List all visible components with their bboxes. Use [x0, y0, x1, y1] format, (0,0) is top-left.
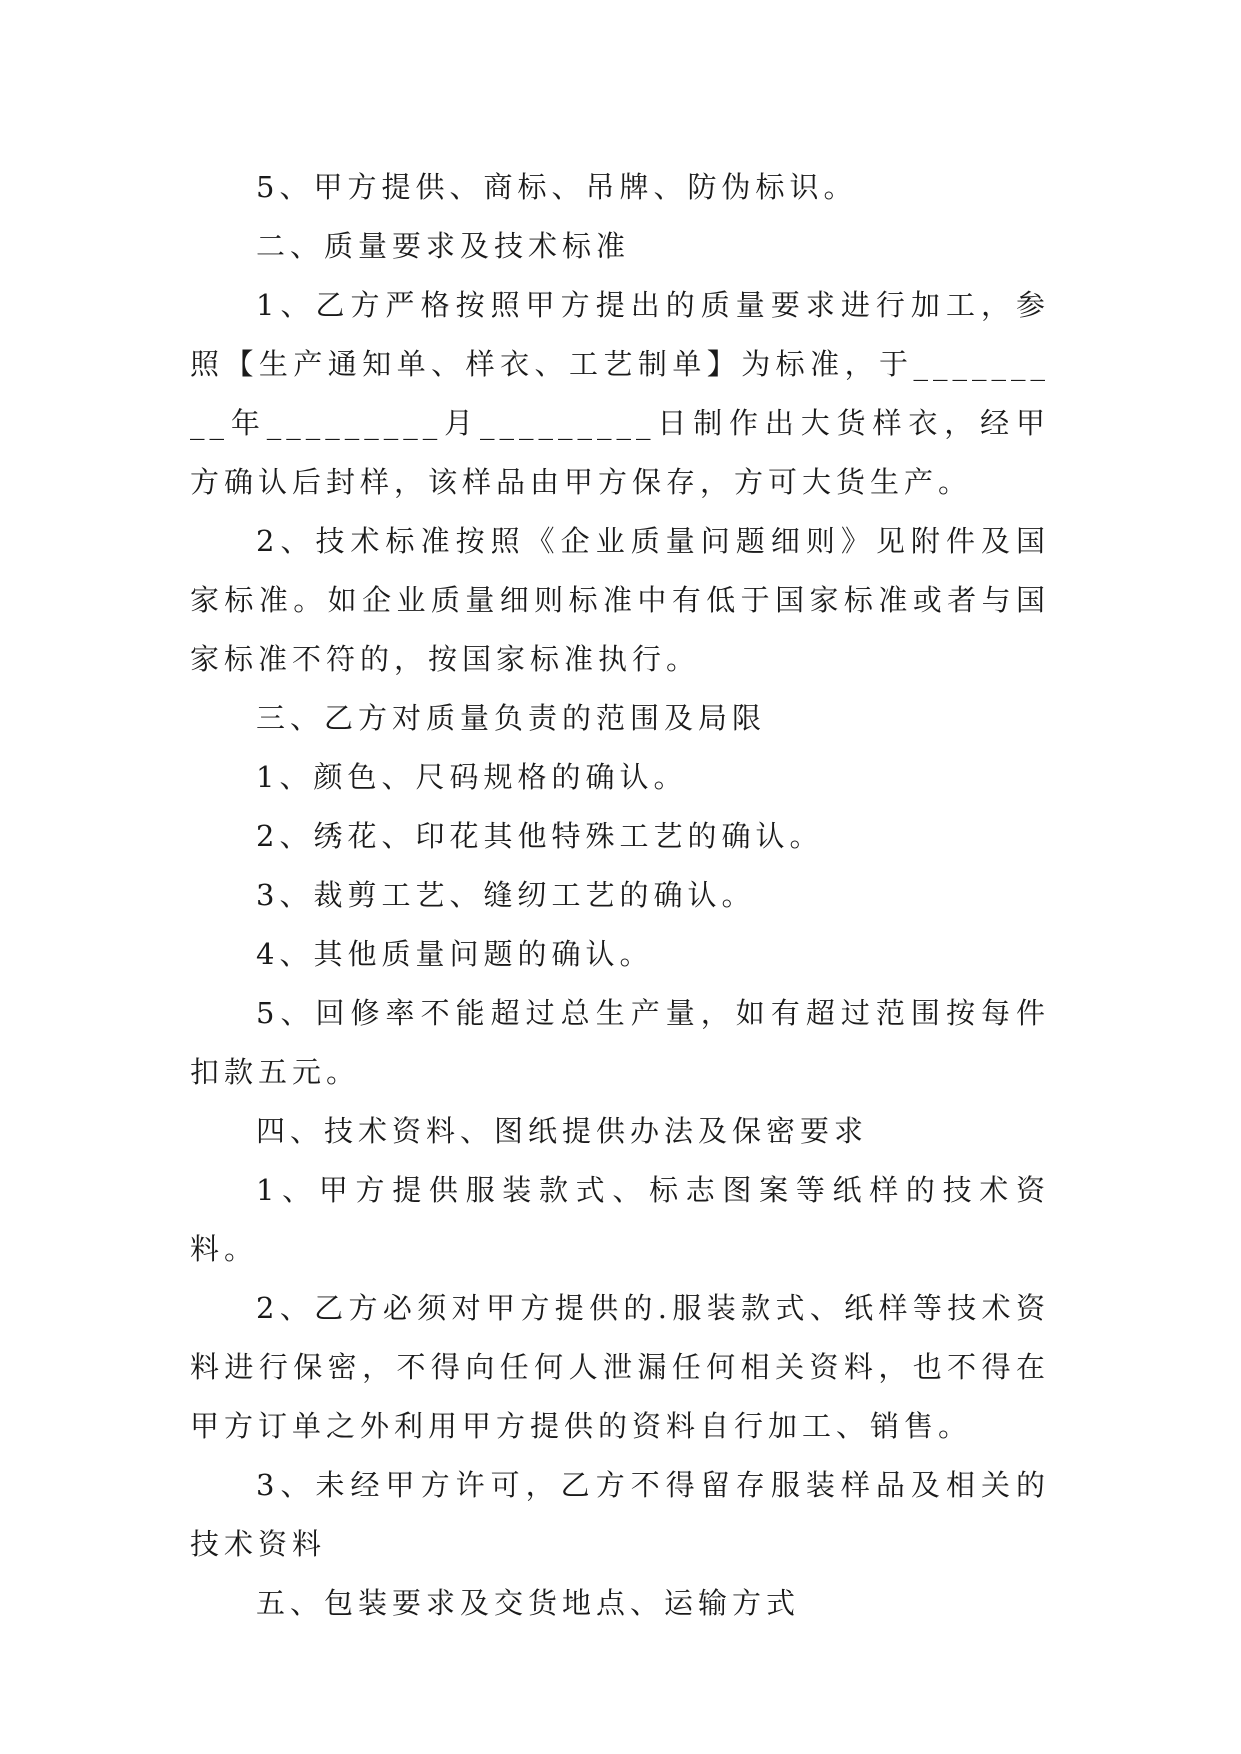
section-heading-responsibility: 三、乙方对质量负责的范围及局限: [256, 701, 767, 735]
paragraph-technical-2: 2、乙方必须对甲方提供的.服装款式、纸样等技术资料进行保密，不得向任何人泄漏任何相关资料，也不得在甲方订单之外利用甲方提供的资料自行加工、销售。: [190, 1291, 1050, 1443]
paragraph-responsibility-4: 4、其他质量问题的确认。: [256, 937, 654, 971]
paragraph-technical-3: 3、未经甲方许可，乙方不得留存服装样品及相关的技术资料: [190, 1468, 1050, 1561]
paragraph-responsibility-2: 2、绣花、印花其他特殊工艺的确认。: [256, 819, 824, 853]
section-heading-packaging: 五、包装要求及交货地点、运输方式: [256, 1586, 801, 1620]
paragraph-responsibility-5: 5、回修率不能超过总生产量，如有超过范围按每件扣款五元。: [190, 996, 1050, 1089]
paragraph-quality-1: 1、乙方严格按照甲方提出的质量要求进行加工，参照【生产通知单、样衣、工艺制单】为标准，于_________年_________月_________日制作出大货样衣，经甲方确认后封样，该样品由甲方保存，方可大货生产。: [190, 288, 1050, 499]
section-heading-quality: 二、质量要求及技术标准: [256, 229, 631, 263]
paragraph-item-5-labels: 5、甲方提供、商标、吊牌、防伪标识。: [256, 170, 858, 204]
paragraph-quality-2: 2、技术标准按照《企业质量问题细则》见附件及国家标准。如企业质量细则标准中有低于国家标准或者与国家标准不符的，按国家标准执行。: [190, 524, 1050, 676]
paragraph-technical-1: 1、甲方提供服装款式、标志图案等纸样的技术资料。: [190, 1173, 1050, 1266]
paragraph-responsibility-1: 1、颜色、尺码规格的确认。: [256, 760, 688, 794]
paragraph-responsibility-3: 3、裁剪工艺、缝纫工艺的确认。: [256, 878, 756, 912]
document-body: [190, 158, 1050, 1633]
section-heading-technical-data: 四、技术资料、图纸提供办法及保密要求: [256, 1114, 869, 1148]
